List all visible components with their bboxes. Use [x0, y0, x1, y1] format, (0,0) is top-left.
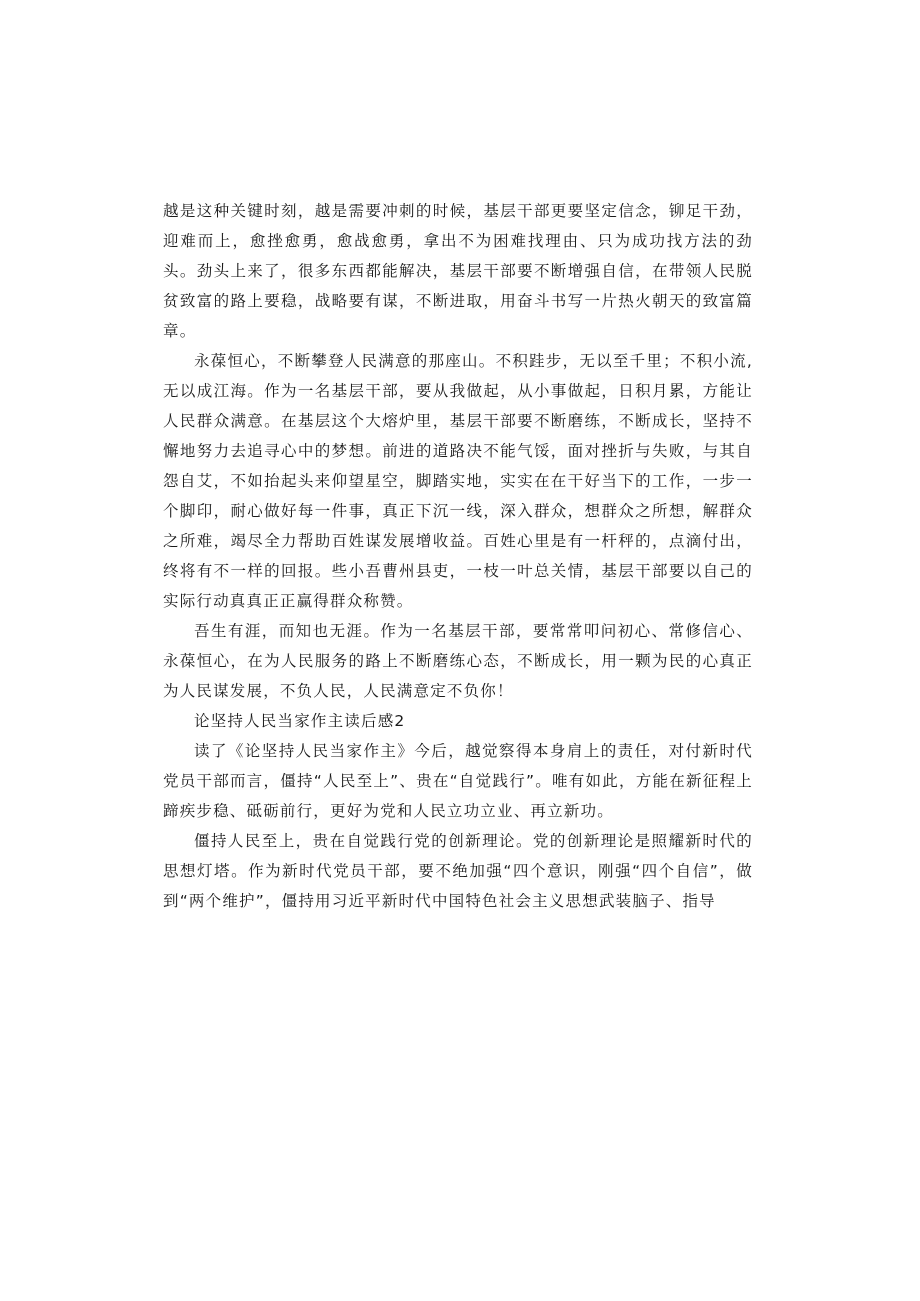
- section-title: 论坚持人民当家作主读后感2: [194, 712, 406, 730]
- paragraph-1: 越是这种关键时刻，越是需要冲刺的时候，基层干部更要坚定信念，铆足干劲，迎难而上，愈挫愈勇，愈战愈勇，拿出不为困难找理由、只为成功找方法的劲头。劲头上来了，很多东西都能解决，基层干部要不断增强自信，在带领人民脱贫致富的路上要稳，战略要有谋，不断进取，用奋斗书写一片热火朝天的致富篇章。: [163, 202, 753, 340]
- paragraph-2: 永葆恒心，不断攀登人民满意的那座山。不积跬步，无以至千里；不积小流,无以成江海。作为一名基层干部，要从我做起，从小事做起，日积月累，方能让人民群众满意。在基层这个大熔炉里，基层干部要不断磨练，不断成长，坚持不懈地努力去追寻心中的梦想。前进的道路决不能气馁，面对挫折与失败，与其自怨自艾，不如抬起头来仰望星空，脚踏实地，实实在在干好当下的工作，一步一个脚印，耐心做好每一件事，真正下沉一线，深入群众，想群众之所想，解群众之所难，竭尽全力帮助百姓谋发展增收益。百姓心里是有一杆秤的，点滴付出，终将有不一样的回报。些小吾曹州县吏，一枝一叶总关情，基层干部要以自己的实际行动真真正正赢得群众称赞。: [163, 352, 753, 610]
- paragraph-5: 僵持人民至上，贵在自觉践行党的创新理论。党的创新理论是照耀新时代的思想灯塔。作为新时代党员干部，要不绝加强“四个意识，刚强“四个自信”，做到“两个维护”，僵持用习近平新时代中国特色社会主义思想武装脑子、指导: [163, 832, 753, 910]
- document-body: [163, 196, 753, 916]
- paragraph-3: 吾生有涯，而知也无涯。作为一名基层干部，要常常叩问初心、常修信心、永葆恒心，在为人民服务的路上不断磨练心态，不断成长，用一颗为民的心真正为人民谋发展，不负人民，人民满意定不负你！: [163, 622, 753, 700]
- paragraph-4: 读了《论坚持人民当家作主》今后，越觉察得本身肩上的责任，对付新时代党员干部而言，僵持“人民至上”、贵在“自觉践行”。唯有如此，方能在新征程上蹄疾步稳、砥砺前行，更好为党和人民立功立业、再立新功。: [163, 742, 753, 820]
